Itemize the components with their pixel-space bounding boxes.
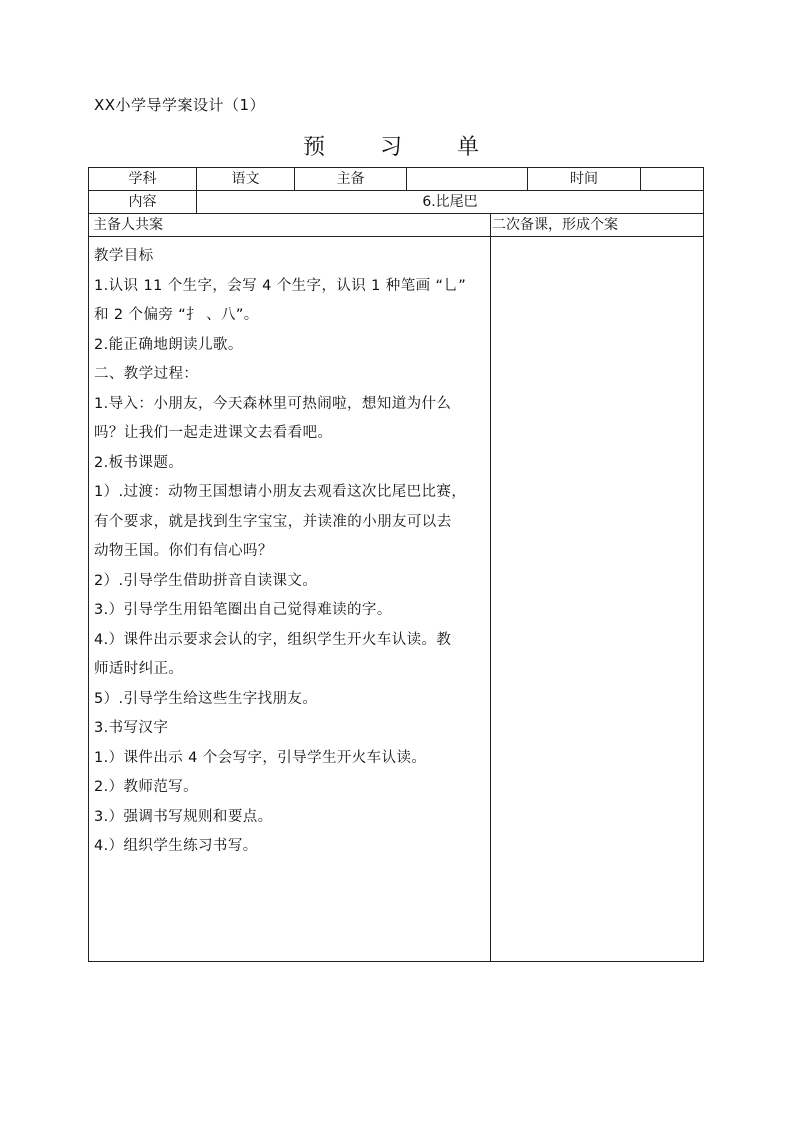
- form-title: 预 习 单: [303, 135, 503, 160]
- table-col-divider: [406, 167, 407, 191]
- subject-label: 学科: [128, 171, 157, 187]
- plan-line: 3.）强调书写规则和要点。: [94, 808, 273, 825]
- plan-line: 和 2 个偏旁 “扌 、八”。: [94, 307, 259, 323]
- plan-line: 1）.过渡：动物王国想请小朋友去观看这次比尾巴比赛，: [94, 484, 467, 500]
- table-border-left: [88, 167, 89, 962]
- personal-plan-header: 二次备课，形成个案: [492, 217, 618, 233]
- table-border-right: [703, 167, 704, 962]
- plan-line: 1.导入：小朋友，今天森林里可热闹啦，想知道为什么: [94, 395, 452, 412]
- shared-plan-header: 主备人共案: [93, 217, 163, 233]
- plan-line: 二、教学过程：: [94, 366, 199, 382]
- plan-line: 2）.引导学生借助拼音自读课文。: [94, 572, 318, 589]
- plan-line: 动物王国。你们有信心吗？: [94, 543, 273, 559]
- plan-line: 3.书写汉字: [94, 720, 169, 736]
- plan-line: 有个要求，就是找到生字宝宝，并读准的小朋友可以去: [94, 513, 452, 530]
- table-col-divider: [490, 213, 491, 962]
- plan-line: 2.能正确地朗读儿歌。: [94, 336, 243, 353]
- shared-plan-content: [94, 242, 486, 862]
- school-title: XX小学导学案设计（1）: [94, 96, 266, 114]
- content-value: 6.比尾巴: [422, 194, 478, 210]
- table-col-divider: [640, 167, 641, 191]
- content-label: 内容: [128, 194, 157, 210]
- plan-line: 3.）引导学生用铅笔圈出自己觉得难读的字。: [94, 602, 392, 618]
- plan-line: 5）.引导学生给这些生字找朋友。: [94, 690, 318, 707]
- table-row-divider: [88, 236, 704, 237]
- plan-line: 2.板书课题。: [94, 454, 184, 471]
- subject-value: 语文: [231, 171, 260, 187]
- plan-line: 2.）教师范写。: [94, 779, 199, 795]
- plan-line: 教学目标: [94, 248, 154, 264]
- table-border-bottom: [88, 961, 704, 962]
- plan-line: 1.）课件出示 4 个会写字，引导学生开火车认读。: [94, 749, 427, 766]
- plan-line: 吗？让我们一起走进课文去看看吧。: [94, 425, 333, 441]
- plan-line: 1.认识 11 个生字，会写 4 个生字，认识 1 种笔画 “乚”: [94, 277, 467, 294]
- preparer-label: 主备: [336, 171, 365, 187]
- plan-line: 师适时纠正。: [94, 661, 184, 677]
- time-label: 时间: [570, 171, 598, 187]
- plan-line: 4.）课件出示要求会认的字，组织学生开火车认读。教: [94, 631, 452, 648]
- plan-line: 4.）组织学生练习书写。: [94, 838, 258, 854]
